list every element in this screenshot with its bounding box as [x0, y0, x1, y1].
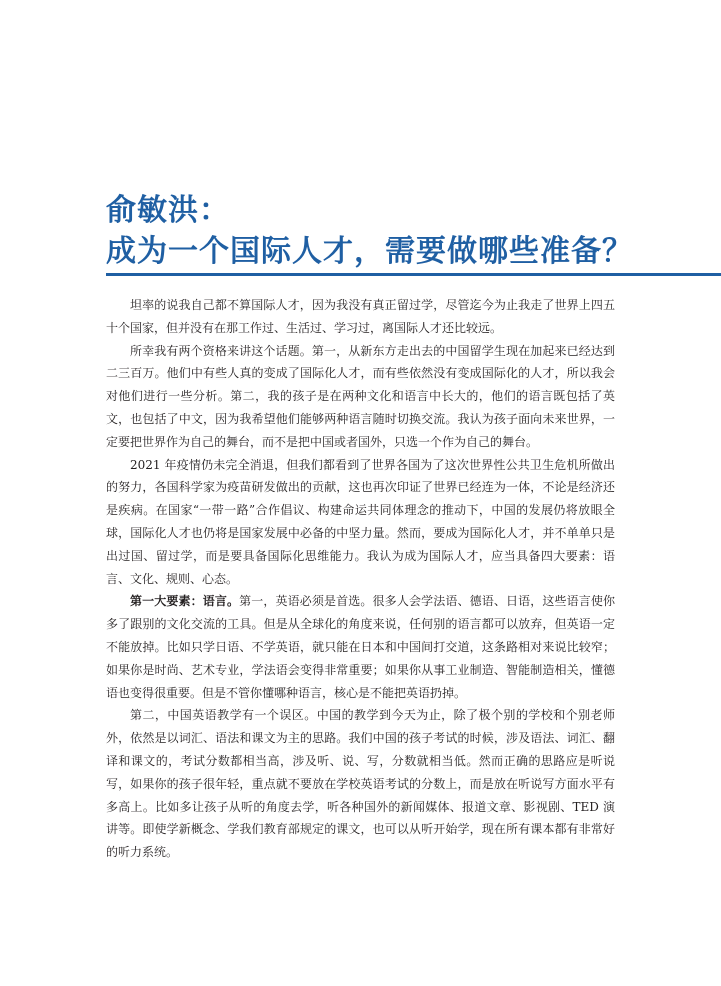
paragraph-1-text: 坦率的说我自己都不算国际人才，因为我没有真正留过学，尽管迄今为止我走了世界上四五十个国家，但并没有在那工作过、生活过、学习过，离国际人才还比较远。 [106, 298, 615, 335]
paragraph-4-lead: 第一大要素：语言。 [130, 594, 240, 609]
paragraph-5 [106, 704, 615, 864]
article-body [106, 294, 615, 864]
paragraph-3-text: 2021 年疫情仍未完全消退，但我们都看到了世界各国为了这次世界性公共卫生危机所做出的努力，各国科学家为疫苗研发做出的贡献，这也再次印证了世界已经连为一体，不论是经济还是疾病。在国家“一带一路”合作倡议、构建命运共同体理念的推动下，中国的发展仍将放眼全球，国际化人才也仍将是国家发展中必备的中坚力量。然而，要成为国际化人才，并不单单只是出过国、留过学，而是要具备国际化思维能力。我认为成为国际人才，应当具备四大要素：语言、文化、规则、心态。 [106, 457, 615, 586]
article-title [106, 190, 706, 272]
title-divider [106, 273, 721, 276]
paragraph-5-text: 第二，中国英语教学有一个误区。中国的教学到今天为止，除了极个别的学校和个别老师外，依然是以词汇、语法和课文为主的思路。我们中国的孩子考试的时候，涉及语法、词汇、翻译和课文的，考试分数都相当高，涉及听、说、写，分数就相当低。然而正确的思路应是听说写，如果你的孩子很年轻，重点就不要放在学校英语考试的分数上，而是放在听说写方面水平有多高上。比如多让孩子从听的角度去学，听各种国外的新闻媒体、报道文章、影视剧、TED 演讲等。即使学新概念、学我们教育部规定的课文，也可以从听开始学，现在所有课本都有非常好的听力系统。 [106, 708, 615, 860]
paragraph-3 [106, 454, 615, 591]
paragraph-2-text: 所幸我有两个资格来讲这个话题。第一，从新东方走出去的中国留学生现在加起来已经达到二三百万。他们中有些人真的变成了国际化人才，而有些依然没有变成国际化的人才，所以我会对他们进行一些分析。第二，我的孩子是在两种文化和语言中长大的，他们的语言既包括了英文，也包括了中文，因为我希望他们能够两种语言随时切换交流。我认为孩子面向未来世界，一定要把世界作为自己的舞台，而不是把中国或者国外，只选一个作为自己的舞台。 [106, 343, 615, 449]
paragraph-2 [106, 340, 615, 454]
title-line-1: 俞敏洪： [106, 193, 230, 228]
paragraph-4 [106, 590, 615, 704]
paragraph-4-text: 第一，英语必须是首选。很多人会学法语、德语、日语，这些语言使你多了跟别的文化交流的工具。但是从全球化的角度来说，任何别的语言都可以放弃，但英语一定不能放掉。比如只学日语、不学英语，就只能在日本和中国间打交道，这条路相对来说比较窄；如果你是时尚、艺术专业，学法语会变得非常重要；如果你从事工业制造、智能制造相关，懂德语也变得很重要。但是不管你懂哪种语言，核心是不能把英语扔掉。 [106, 594, 615, 700]
title-line-2: 成为一个国际人才，需要做哪些准备？ [106, 234, 633, 269]
paragraph-1 [106, 294, 615, 340]
